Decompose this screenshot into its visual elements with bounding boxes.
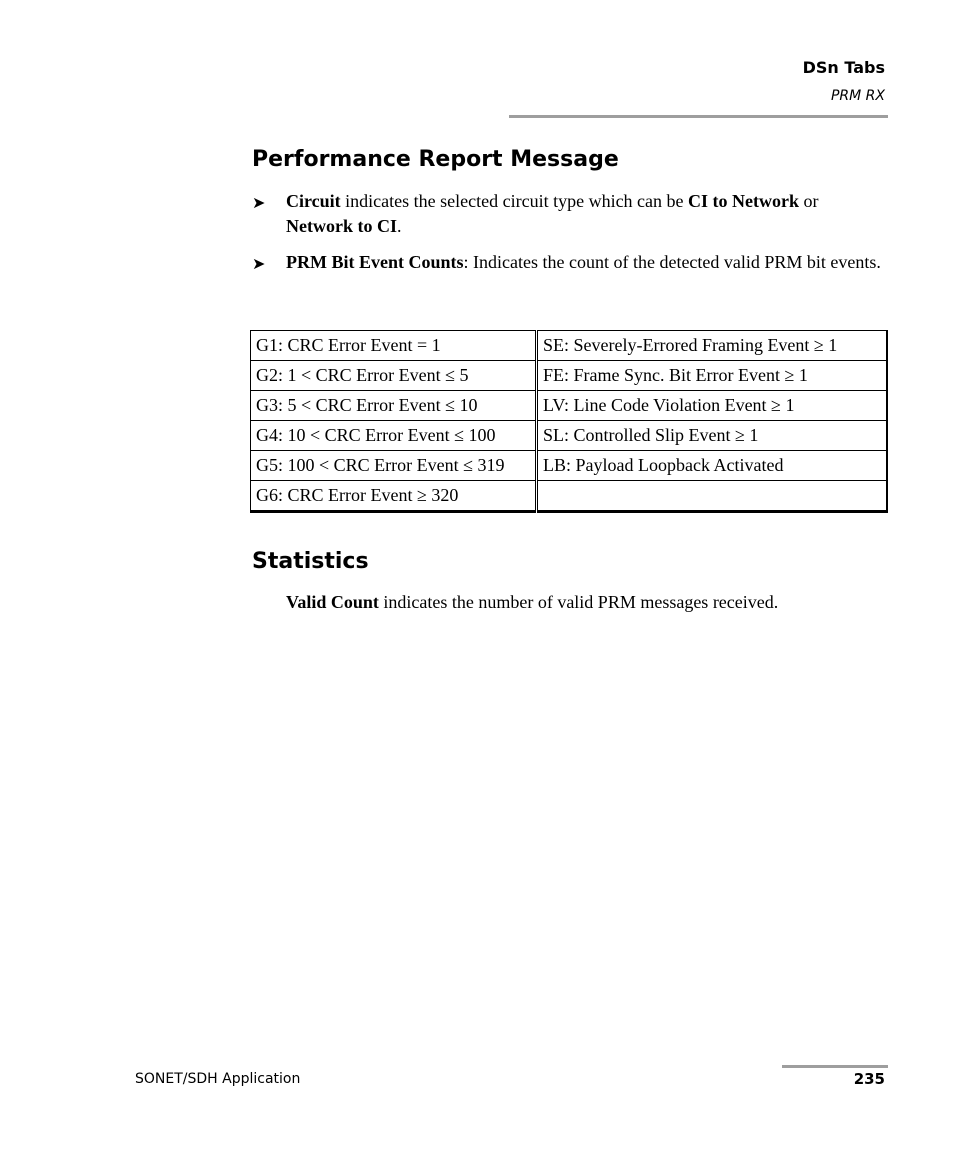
option-network-to-ci: Network to CI	[286, 216, 397, 236]
arrow-bullet-icon: ➤	[252, 254, 266, 273]
stats-desc: indicates the number of valid PRM messages received.	[378, 592, 779, 612]
table-row	[251, 361, 888, 391]
table-cell: FE: Frame Sync. Bit Error Event ≥ 1	[537, 361, 888, 391]
header-subtitle: PRM RX	[830, 88, 885, 104]
table-cell: G3: 5 < CRC Error Event ≤ 10	[251, 391, 537, 421]
table-row	[251, 481, 888, 512]
table-cell: G4: 10 < CRC Error Event ≤ 100	[251, 421, 537, 451]
table-cell: G2: 1 < CRC Error Event ≤ 5	[251, 361, 537, 391]
arrow-bullet-icon: ➤	[252, 193, 266, 212]
header-rule	[509, 115, 888, 118]
table-cell: SE: Severely-Errored Framing Event ≥ 1	[537, 331, 888, 361]
footer-document-title: SONET/SDH Application	[135, 1071, 301, 1087]
table-row	[251, 451, 888, 481]
table-cell	[537, 481, 888, 512]
bullet-term: Circuit	[286, 191, 341, 211]
option-ci-to-network: CI to Network	[688, 191, 800, 211]
bullet-desc: indicates the selected circuit type which can be	[340, 191, 689, 211]
bullet-text	[286, 189, 882, 239]
bullet-circuit	[252, 189, 882, 239]
table-cell: SL: Controlled Slip Event ≥ 1	[537, 421, 888, 451]
table-row	[251, 391, 888, 421]
statistics-paragraph	[286, 590, 778, 615]
bullet-term: PRM Bit Event Counts	[286, 252, 464, 272]
table-cell: G5: 100 < CRC Error Event ≤ 319	[251, 451, 537, 481]
table-cell: LV: Line Code Violation Event ≥ 1	[537, 391, 888, 421]
section-heading-prm: Performance Report Message	[252, 147, 619, 172]
bullet-prm-bit-event-counts	[252, 250, 882, 275]
table-cell: G1: CRC Error Event = 1	[251, 331, 537, 361]
table-row	[251, 331, 888, 361]
section-heading-statistics: Statistics	[252, 549, 369, 574]
bullet-desc: .	[396, 216, 402, 236]
bullet-desc: : Indicates the count of the detected valid PRM bit events.	[463, 252, 881, 272]
prm-event-table	[250, 330, 888, 513]
bullet-text	[286, 250, 882, 275]
table-cell: LB: Payload Loopback Activated	[537, 451, 888, 481]
table-cell: G6: CRC Error Event ≥ 320	[251, 481, 537, 512]
header-title: DSn Tabs	[802, 58, 885, 77]
footer-rule	[782, 1065, 888, 1068]
page-number: 235	[853, 1070, 885, 1088]
table-row	[251, 421, 888, 451]
bullet-desc: or	[799, 191, 819, 211]
stats-term: Valid Count	[286, 592, 379, 612]
